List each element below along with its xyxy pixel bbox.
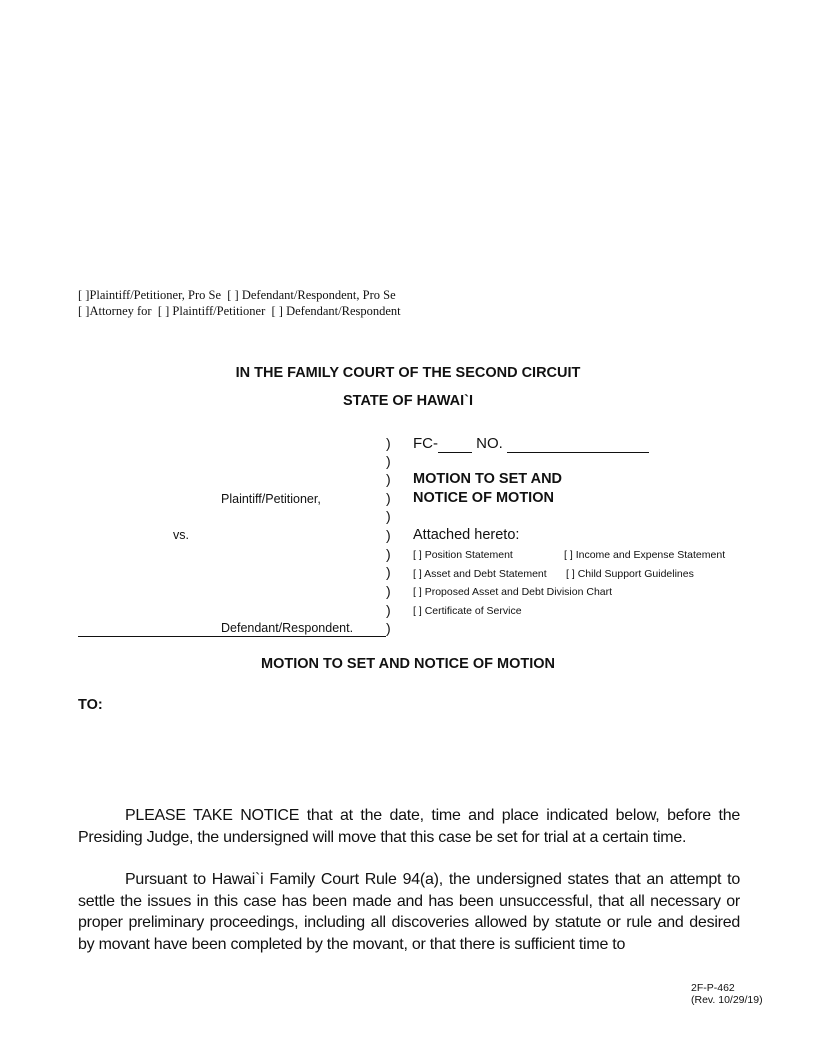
plaintiff-label: Plaintiff/Petitioner, xyxy=(221,492,321,506)
caption-paren: ) xyxy=(386,471,391,487)
doc-title-line-2: NOTICE OF MOTION xyxy=(413,490,554,506)
checkbox[interactable]: [ ] xyxy=(413,568,422,580)
party-role-line-1 xyxy=(78,288,396,303)
checkbox[interactable]: [ ] xyxy=(566,568,575,580)
caption-paren: ) xyxy=(386,435,391,451)
notice-paragraph: PLEASE TAKE NOTICE that at the date, time and place indicated below, before the Presiding Judge, the undersigned will move that this case be set for trial at a certain time. xyxy=(78,807,740,846)
checkbox[interactable]: [ ] xyxy=(413,549,422,561)
caption-paren: ) xyxy=(386,620,391,636)
caption-paren: ) xyxy=(386,602,391,618)
label-defendant-pro-se: Defendant/Respondent, Pro Se xyxy=(241,288,396,302)
label-attorney-plaintiff: Plaintiff/Petitioner xyxy=(172,304,266,318)
attachment-position-statement[interactable]: [ ] Position Statement xyxy=(413,549,513,561)
caption-underline xyxy=(78,636,386,637)
caption-paren: ) xyxy=(386,453,391,469)
section-title: MOTION TO SET AND NOTICE OF MOTION xyxy=(260,656,556,672)
case-number-field[interactable] xyxy=(507,435,649,453)
case-number xyxy=(413,435,649,453)
label-plaintiff-pro-se: Plaintiff/Petitioner, Pro Se xyxy=(89,288,222,302)
checkbox-attorney-for[interactable]: [ ] xyxy=(78,304,90,318)
checkbox[interactable]: [ ] xyxy=(413,605,422,617)
form-footer xyxy=(691,982,763,1006)
form-number: 2F-P-462 xyxy=(691,982,735,994)
to-label: TO: xyxy=(78,697,103,713)
attachment-asset-debt[interactable]: [ ] Asset and Debt Statement xyxy=(413,568,547,580)
rule-94-paragraph: Pursuant to Hawai`i Family Court Rule 94(a), the undersigned states that an attempt to settle the issues in this case has been made and has been unsuccessful, that all necessary or proper preliminary proceedings, including all discoveries allowed by statute or rule and desired by movant have been completed by the movant, or that there is sufficient time to xyxy=(78,871,740,953)
attachment-child-support[interactable]: [ ] Child Support Guidelines xyxy=(566,568,694,580)
court-title: IN THE FAMILY COURT OF THE SECOND CIRCUIT xyxy=(235,365,581,381)
vs-label: vs. xyxy=(173,528,189,542)
revision-date: (Rev. 10/29/19) xyxy=(691,994,763,1006)
party-role-line-2 xyxy=(78,304,401,319)
case-number-prefix: FC- xyxy=(413,435,438,452)
attachment-division-chart[interactable]: [ ] Proposed Asset and Debt Division Chart xyxy=(413,586,613,598)
attachment-certificate-service[interactable]: [ ] Certificate of Service xyxy=(413,605,522,617)
checkbox-defendant-pro-se[interactable]: [ ] xyxy=(227,288,239,302)
checkbox-plaintiff-pro-se[interactable]: [ ] xyxy=(78,288,90,302)
checkbox-attorney-defendant[interactable]: [ ] xyxy=(271,304,283,318)
label-attorney-for: Attorney for xyxy=(89,304,152,318)
checkbox[interactable]: [ ] xyxy=(413,586,422,598)
caption-paren: ) xyxy=(386,546,391,562)
checkbox-attorney-plaintiff[interactable]: [ ] xyxy=(157,304,170,318)
caption-paren: ) xyxy=(386,508,391,524)
attached-label: Attached hereto: xyxy=(413,527,520,543)
attachment-income-expense[interactable]: [ ] Income and Expense Statement xyxy=(564,549,726,561)
checkbox[interactable]: [ ] xyxy=(564,549,573,561)
case-number-label: NO. xyxy=(476,435,503,452)
caption-paren: ) xyxy=(386,564,391,580)
caption-paren: ) xyxy=(386,527,391,543)
case-type-field[interactable] xyxy=(438,435,472,453)
caption-paren: ) xyxy=(386,490,391,506)
defendant-label: Defendant/Respondent. xyxy=(221,621,354,635)
caption-paren: ) xyxy=(386,583,391,599)
label-attorney-defendant: Defendant/Respondent xyxy=(286,304,401,318)
court-state: STATE OF HAWAI`I xyxy=(343,393,473,409)
doc-title-line-1: MOTION TO SET AND xyxy=(413,471,563,487)
